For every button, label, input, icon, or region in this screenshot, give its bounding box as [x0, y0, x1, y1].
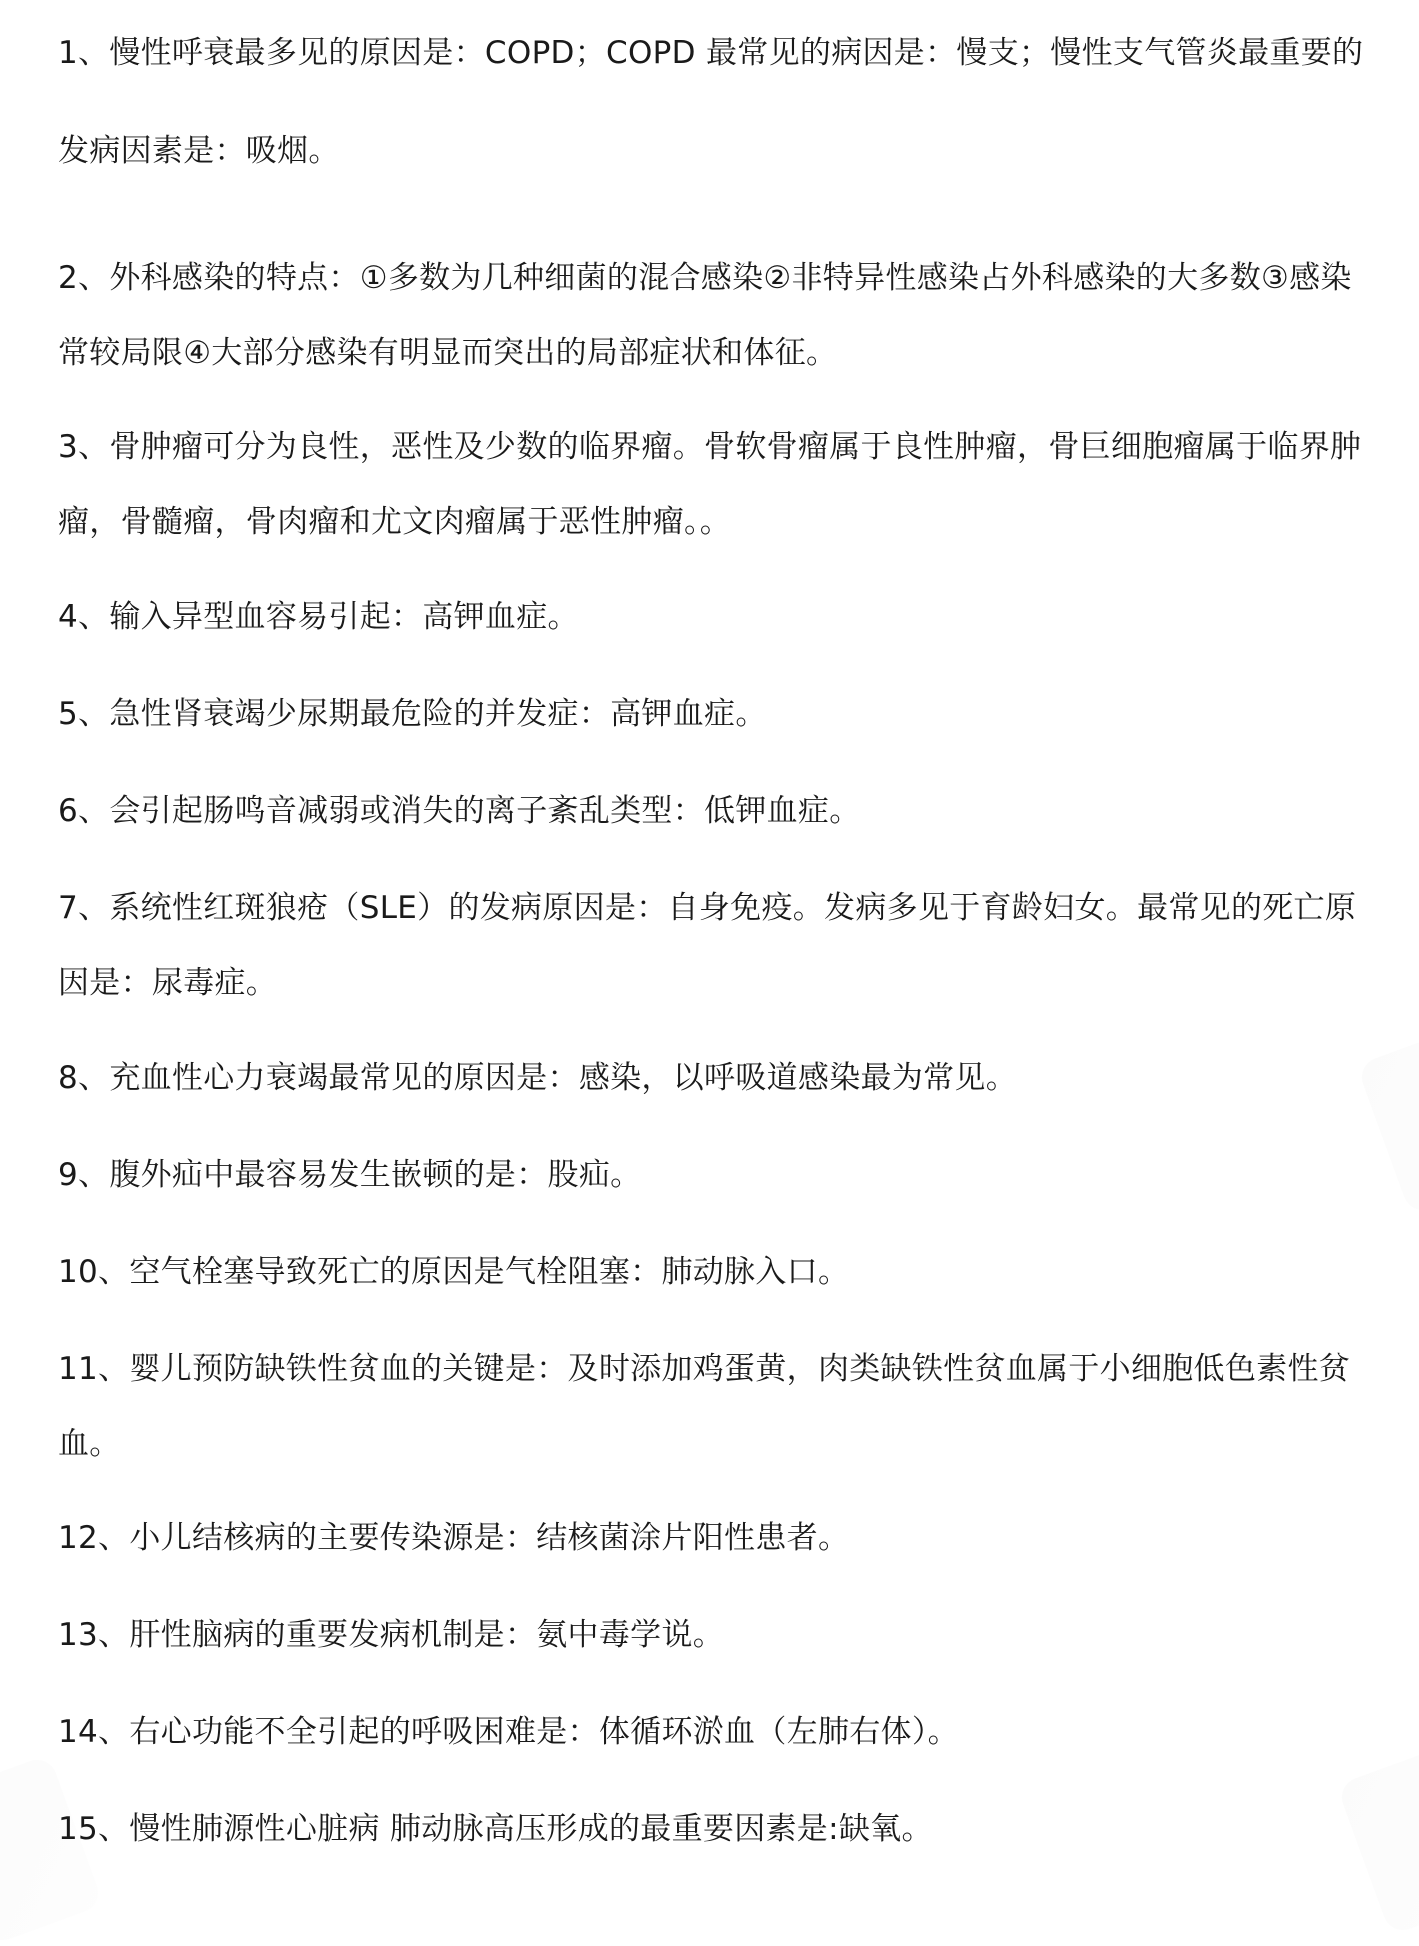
note-line: 8、充血性心力衰竭最常见的原因是：感染，以呼吸道感染最为常见。: [58, 1060, 1018, 1096]
note-line: 4、输入异型血容易引起：高钾血症。: [58, 599, 579, 635]
note-line: 10、空气栓塞导致死亡的原因是气栓阻塞：肺动脉入口。: [58, 1254, 850, 1290]
note-item-3: [58, 429, 1378, 540]
note-item-10: [58, 1254, 1378, 1290]
note-line: 瘤，骨髓瘤，骨肉瘤和尤文肉瘤属于恶性肿瘤。。: [58, 504, 732, 540]
note-line: 13、肝性脑病的重要发病机制是：氨中毒学说。: [58, 1617, 725, 1653]
note-line: 5、急性肾衰竭少尿期最危险的并发症：高钾血症。: [58, 696, 767, 732]
note-line: 血。: [58, 1426, 121, 1462]
note-item-6: [58, 793, 1378, 829]
note-item-11: [58, 1351, 1378, 1462]
note-item-4: [58, 599, 1378, 635]
note-item-15: [58, 1811, 1378, 1847]
note-line: 3、骨肿瘤可分为良性，恶性及少数的临界瘤。骨软骨瘤属于良性肿瘤，骨巨细胞瘤属于临界肿: [58, 429, 1362, 465]
note-item-9: [58, 1157, 1378, 1193]
note-line: 常较局限④大部分感染有明显而突出的局部症状和体征。: [58, 335, 838, 371]
note-line: 7、系统性红斑狼疮（SLE）的发病原因是：自身免疫。发病多见于育龄妇女。最常见的死亡原: [58, 890, 1357, 926]
note-line: 2、外科感染的特点：①多数为几种细菌的混合感染②非特异性感染占外科感染的大多数③感染: [58, 260, 1352, 296]
note-line: 12、小儿结核病的主要传染源是：结核菌涂片阳性患者。: [58, 1520, 850, 1556]
note-item-14: [58, 1714, 1378, 1750]
note-line: 14、右心功能不全引起的呼吸困难是：体循环淤血（左肺右体）。: [58, 1714, 959, 1750]
watermark-mark: [0, 1754, 104, 1945]
note-line: 11、婴儿预防缺铁性贫血的关键是：及时添加鸡蛋黄，肉类缺铁性贫血属于小细胞低色素性贫: [58, 1351, 1351, 1387]
note-item-12: [58, 1520, 1378, 1556]
note-item-5: [58, 696, 1378, 732]
note-line: 6、会引起肠鸣音减弱或消失的离子紊乱类型：低钾血症。: [58, 793, 861, 829]
note-line: 9、腹外疝中最容易发生嵌顿的是：股疝。: [58, 1157, 642, 1193]
note-item-7: [58, 890, 1378, 1001]
note-item-13: [58, 1617, 1378, 1653]
note-item-1: [58, 35, 1378, 169]
note-line: 15、慢性肺源性心脏病 肺动脉高压形成的最重要因素是:缺氧。: [58, 1811, 933, 1847]
note-line: 发病因素是：吸烟。: [58, 133, 340, 169]
note-line: 因是：尿毒症。: [58, 965, 278, 1001]
note-item-2: [58, 260, 1378, 371]
note-line: 1、慢性呼衰最多见的原因是：COPD；COPD 最常见的病因是：慢支；慢性支气管炎最重要的: [58, 35, 1364, 71]
note-item-8: [58, 1060, 1378, 1096]
